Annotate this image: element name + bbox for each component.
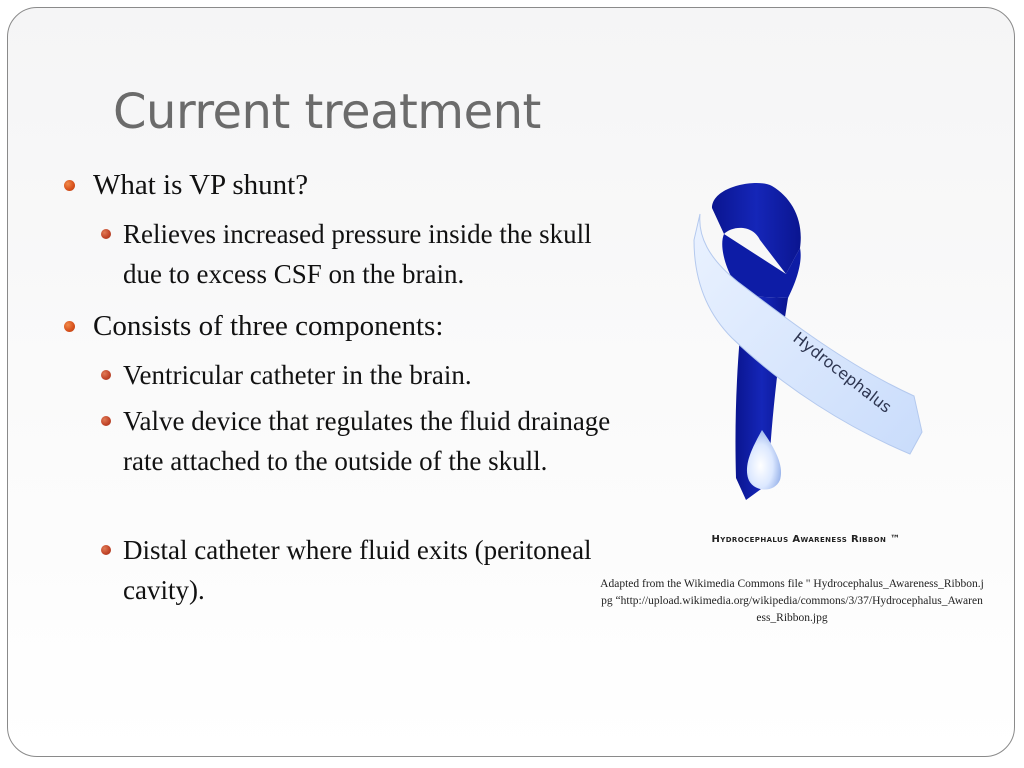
bullet-text: What is VP shunt?	[93, 169, 309, 201]
ribbon-label: Hydrocephalus	[789, 328, 896, 417]
bullet-text: Consists of three components:	[93, 310, 444, 342]
sub-bullet-text: Valve device that regulates the fluid drainage rate attached to the outside of the skull.	[123, 406, 611, 476]
sub-bullet-ventricular-catheter	[123, 355, 613, 395]
sub-bullet-distal-catheter	[123, 530, 613, 610]
bullet-three-components	[93, 306, 613, 346]
ribbon-caption-title: Hydrocephalus Awareness Ribbon ™	[711, 534, 901, 545]
awareness-ribbon-image	[688, 178, 928, 514]
bullet-dot-icon	[64, 180, 75, 191]
sub-bullet-valve-device	[123, 401, 613, 481]
sub-bullet-text: Distal catheter where fluid exits (peritoneal cavity).	[123, 535, 592, 605]
sub-bullet-dot-icon	[101, 229, 111, 239]
image-attribution: Adapted from the Wikimedia Commons file " Hydrocephalus_Awareness_Ribbon.jpg “http://upload.wikimedia.org/wikipedia/commons/3/37/Hydrocephalus_Awareness_Ribbon.jpg	[600, 578, 984, 624]
sub-bullet-text: Ventricular catheter in the brain.	[123, 360, 472, 390]
slide-title: Current treatment	[113, 84, 541, 140]
sub-bullet-relieves-pressure	[123, 214, 613, 294]
sub-bullet-dot-icon	[101, 370, 111, 380]
sub-bullet-text: Relieves increased pressure inside the skull due to excess CSF on the brain.	[123, 219, 592, 289]
bullet-what-is-vp-shunt	[93, 165, 613, 205]
sub-bullet-dot-icon	[101, 545, 111, 555]
bullet-dot-icon	[64, 321, 75, 332]
sub-bullet-dot-icon	[101, 416, 111, 426]
